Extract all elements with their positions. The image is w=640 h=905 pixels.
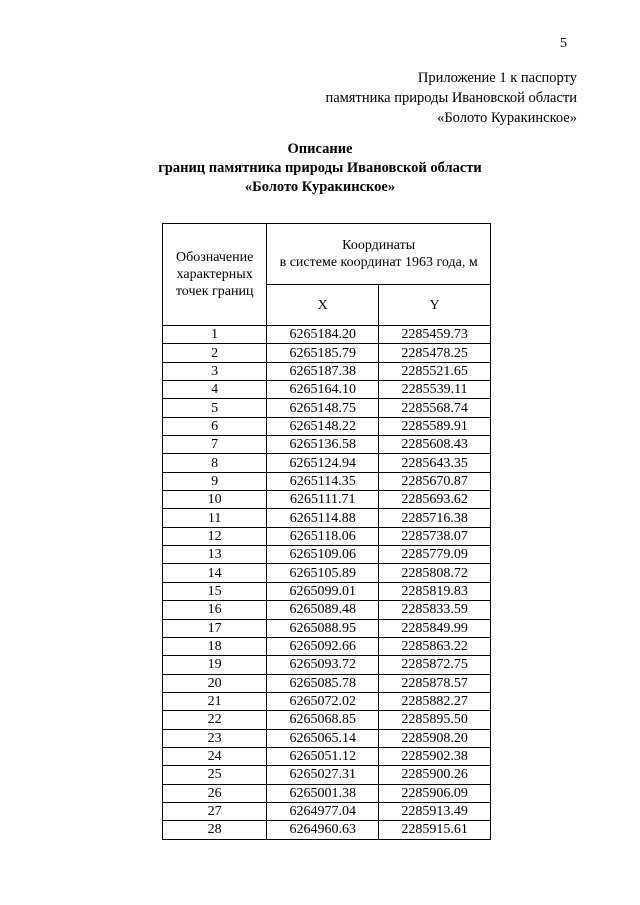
y-coordinate-cell: 2285716.38: [379, 509, 491, 527]
point-number-cell: 22: [163, 711, 267, 729]
point-number-cell: 28: [163, 821, 267, 839]
table-row: [163, 821, 491, 839]
page-number: 5: [560, 36, 567, 51]
appendix-line-2: памятника природы Ивановской области: [325, 90, 577, 106]
point-number-cell: 23: [163, 729, 267, 747]
point-number-cell: 5: [163, 399, 267, 417]
table-row: [163, 784, 491, 802]
x-coordinate-cell: 6265136.58: [267, 436, 379, 454]
x-coordinate-cell: 6265065.14: [267, 729, 379, 747]
title-line-3: «Болото Куракинское»: [244, 179, 396, 195]
y-coordinate-cell: 2285608.43: [379, 436, 491, 454]
table-row: [163, 637, 491, 655]
x-coordinate-cell: 6265093.72: [267, 656, 379, 674]
point-number-cell: 6: [163, 417, 267, 435]
point-number-cell: 8: [163, 454, 267, 472]
point-number-cell: 10: [163, 491, 267, 509]
point-number-cell: 11: [163, 509, 267, 527]
table-row: [163, 619, 491, 637]
appendix-line-3: «Болото Куракинское»: [437, 110, 577, 126]
point-number-cell: 14: [163, 564, 267, 582]
table-row: [163, 491, 491, 509]
x-coordinate-cell: 6265114.88: [267, 509, 379, 527]
x-coordinate-cell: 6265124.94: [267, 454, 379, 472]
y-coordinate-cell: 2285589.91: [379, 417, 491, 435]
table-row: [163, 436, 491, 454]
table-row: [163, 564, 491, 582]
x-coordinate-cell: 6265001.38: [267, 784, 379, 802]
point-number-cell: 26: [163, 784, 267, 802]
point-number-cell: 1: [163, 326, 267, 344]
point-number-cell: 27: [163, 802, 267, 820]
table-row: [163, 674, 491, 692]
coordinates-table: [162, 223, 491, 840]
table-row: [163, 344, 491, 362]
y-coordinate-cell: 2285908.20: [379, 729, 491, 747]
point-number-cell: 19: [163, 656, 267, 674]
x-coordinate-cell: 6265051.12: [267, 747, 379, 765]
title-line-1: Описание: [287, 141, 353, 157]
point-number-cell: 3: [163, 362, 267, 380]
x-coordinate-cell: 6264960.63: [267, 821, 379, 839]
y-coordinate-cell: 2285902.38: [379, 747, 491, 765]
x-coordinate-cell: 6265148.22: [267, 417, 379, 435]
table-row: [163, 399, 491, 417]
x-coordinate-cell: 6265148.75: [267, 399, 379, 417]
y-coordinate-cell: 2285833.59: [379, 601, 491, 619]
y-coordinate-cell: 2285478.25: [379, 344, 491, 362]
point-number-cell: 7: [163, 436, 267, 454]
point-number-cell: 17: [163, 619, 267, 637]
table-row: [163, 381, 491, 399]
y-coordinate-cell: 2285849.99: [379, 619, 491, 637]
point-number-cell: 20: [163, 674, 267, 692]
appendix-note: [325, 68, 577, 128]
y-coordinate-cell: 2285779.09: [379, 546, 491, 564]
point-number-cell: 24: [163, 747, 267, 765]
table-row: [163, 601, 491, 619]
y-coordinate-cell: 2285872.75: [379, 656, 491, 674]
y-coordinate-cell: 2285906.09: [379, 784, 491, 802]
table-row: [163, 417, 491, 435]
table-row: [163, 362, 491, 380]
y-coordinate-cell: 2285670.87: [379, 472, 491, 490]
table-row: [163, 656, 491, 674]
table-row: [163, 766, 491, 784]
point-number-cell: 18: [163, 637, 267, 655]
x-coordinate-cell: 6265187.38: [267, 362, 379, 380]
x-coordinate-cell: 6264977.04: [267, 802, 379, 820]
y-coordinate-cell: 2285819.83: [379, 582, 491, 600]
x-coordinate-cell: 6265109.06: [267, 546, 379, 564]
x-coordinate-cell: 6265085.78: [267, 674, 379, 692]
y-coordinate-cell: 2285895.50: [379, 711, 491, 729]
table-row: [163, 546, 491, 564]
point-number-cell: 16: [163, 601, 267, 619]
point-number-cell: 12: [163, 527, 267, 545]
y-coordinate-cell: 2285878.57: [379, 674, 491, 692]
y-coordinate-cell: 2285863.22: [379, 637, 491, 655]
y-coordinate-cell: 2285915.61: [379, 821, 491, 839]
x-coordinate-cell: 6265114.35: [267, 472, 379, 490]
y-coordinate-cell: 2285738.07: [379, 527, 491, 545]
table-row: [163, 472, 491, 490]
x-coordinate-cell: 6265185.79: [267, 344, 379, 362]
y-coordinate-cell: 2285568.74: [379, 399, 491, 417]
x-coordinate-cell: 6265089.48: [267, 601, 379, 619]
y-coordinate-cell: 2285913.49: [379, 802, 491, 820]
x-column-header: X: [267, 285, 379, 326]
point-number-cell: 2: [163, 344, 267, 362]
table-row: [163, 454, 491, 472]
point-number-cell: 25: [163, 766, 267, 784]
table-row: [163, 747, 491, 765]
y-coordinate-cell: 2285643.35: [379, 454, 491, 472]
table-row: [163, 509, 491, 527]
x-coordinate-cell: 6265027.31: [267, 766, 379, 784]
point-number-cell: 15: [163, 582, 267, 600]
table-row: [163, 802, 491, 820]
x-coordinate-cell: 6265088.95: [267, 619, 379, 637]
y-coordinate-cell: 2285808.72: [379, 564, 491, 582]
table-row: [163, 582, 491, 600]
x-coordinate-cell: 6265099.01: [267, 582, 379, 600]
x-coordinate-cell: 6265164.10: [267, 381, 379, 399]
point-number-cell: 13: [163, 546, 267, 564]
x-coordinate-cell: 6265068.85: [267, 711, 379, 729]
x-coordinate-cell: 6265111.71: [267, 491, 379, 509]
appendix-line-1: Приложение 1 к паспорту: [417, 70, 577, 86]
y-coordinate-cell: 2285521.65: [379, 362, 491, 380]
document-title: [0, 140, 640, 197]
y-coordinate-cell: 2285693.62: [379, 491, 491, 509]
table-row: [163, 326, 491, 344]
x-coordinate-cell: 6265092.66: [267, 637, 379, 655]
table-row: [163, 711, 491, 729]
x-coordinate-cell: 6265184.20: [267, 326, 379, 344]
table-row: [163, 527, 491, 545]
y-coordinate-cell: 2285882.27: [379, 692, 491, 710]
x-coordinate-cell: 6265072.02: [267, 692, 379, 710]
point-number-cell: 9: [163, 472, 267, 490]
table-row: [163, 692, 491, 710]
x-coordinate-cell: 6265118.06: [267, 527, 379, 545]
point-number-cell: 21: [163, 692, 267, 710]
table-body: [163, 326, 491, 840]
point-number-cell: 4: [163, 381, 267, 399]
y-coordinate-cell: 2285539.11: [379, 381, 491, 399]
x-coordinate-cell: 6265105.89: [267, 564, 379, 582]
title-line-2: границ памятника природы Ивановской области: [158, 160, 482, 176]
y-coordinate-cell: 2285459.73: [379, 326, 491, 344]
coordinates-header: Координаты в системе координат 1963 года, м: [267, 224, 491, 285]
y-column-header: Y: [379, 285, 491, 326]
y-coordinate-cell: 2285900.26: [379, 766, 491, 784]
table-row: [163, 729, 491, 747]
point-designation-header: Обозначение характерных точек границ: [163, 224, 267, 326]
